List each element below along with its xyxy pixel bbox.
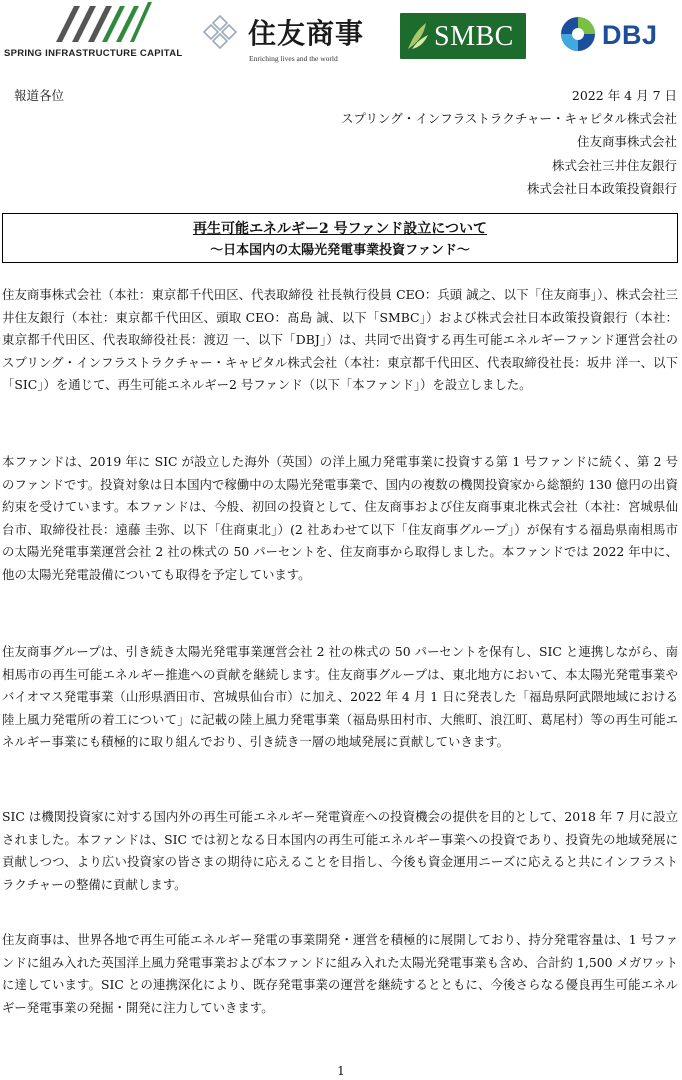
page-title: 再生可能エネルギー2 号ファンド設立について	[192, 221, 488, 237]
addressee: 報道各位	[14, 88, 65, 103]
dbj-logo-text: DBJ	[602, 20, 658, 50]
spring-logo-text: SPRING INFRASTRUCTURE CAPITAL	[4, 48, 183, 59]
paragraph-2: 本ファンドは、2019 年に SIC が設立した海外（英国）の洋上風力発電事業に投資する第 1 号ファンドに続く、第 2 号のファンドです。投資対象は日本国内で稼働中の太陽光発電事業で、国内の複数の機関投資家から総額約 130 億円の出資約束を受けています。本ファンドは、今般、初回の投資として、住友商事および住友商事東北株式会社（本社：宮城県仙台市、取締役社長：遠藤 圭弥、以下「住商東北」）(2 社あわせて以下「住友商事グループ」）が保有する福島県南相馬市の太陽光発電事業運営会社 2 社の株式の 50 パーセントを、住友商事から取得しました。本ファンドでは 2022 年中に、他の太陽光発電設備についても取得を予定しています。	[2, 454, 678, 582]
spring-infrastructure-capital-logo	[4, 2, 194, 64]
issuer-dbj: 株式会社日本政策投資銀行	[526, 181, 677, 196]
page-number: 1	[337, 1064, 345, 1078]
paragraph-5: 住友商事は、世界各地で再生可能エネルギー発電の事業開発・運営を積極的に展開しており、持分発電容量は、1 号ファンドに組み入れた英国洋上風力発電事業および本ファンドに組み入れた太陽光発電事業も含め、合計約 1,500 メガワットに達しています。SIC との連携深化により、既存発電事業の運営を継続するとともに、今後さらなる優良再生可能エネルギー発電事業の発掘・開発に注力していきます。	[2, 932, 678, 1015]
release-date: 2022 年 4 月 7 日	[571, 88, 677, 103]
dbj-logo	[560, 14, 670, 58]
issuer-sic: スプリング・インフラストラクチャー・キャピタル株式会社	[340, 111, 677, 126]
sumitomo-logo-name: 住友商事	[248, 17, 365, 50]
sumitomo-emblem-icon	[200, 14, 240, 50]
sumitomo-logo-tagline: Enriching lives and the world	[249, 54, 338, 63]
dbj-globe-icon	[560, 16, 596, 52]
paragraph-3: 住友商事グループは、引き続き太陽光発電事業運営会社 2 社の株式の 50 パーセントを保有し、SIC と連携しながら、南相馬市の再生可能エネルギー推進への貢献を継続します。住友商事グループは、東北地方において、本太陽光発電事業やバイオマス発電事業（山形県酒田市、宮城県仙台市）に加え、2022 年 4 月 1 日に発表した「福島県阿武隈地域における陸上風力発電所の着工について」に記載の陸上風力発電事業（福島県田村市、大熊町、浪江町、葛尾村）等の再生可能エネルギー事業にも積極的に取り組んでおり、引き続き一層の地域発展に貢献していきます。	[2, 644, 678, 749]
page-subtitle: ～日本国内の太陽光発電事業投資ファンド～	[210, 243, 470, 258]
smbc-emblem-icon	[406, 21, 430, 51]
smbc-logo-text: SMBC	[434, 21, 514, 52]
logo-bar	[0, 0, 682, 70]
issuer-sumitomo: 住友商事株式会社	[576, 134, 677, 149]
sumitomo-corporation-logo	[200, 4, 380, 64]
issuer-smbc: 株式会社三井住友銀行	[551, 158, 677, 173]
smbc-logo	[400, 13, 526, 59]
title-box	[2, 213, 678, 263]
paragraph-1: 住友商事株式会社（本社：東京都千代田区、代表取締役 社長執行役員 CEO：兵頭 誠之、以下「住友商事」）、株式会社三井住友銀行（本社：東京都千代田区、頭取 CEO：髙島 誠、以下「SMBC」）および株式会社日本政策投資銀行（本社：東京都千代田区、代表取締役社長：渡辺 一、以下「DBJ」）は、共同で出資する再生可能エネルギーファンド運営会社のスプリング・インフラストラクチャー・キャピタル株式会社（本社：東京都千代田区、代表取締役社長：坂井 洋一、以下「SIC」）を通じて、再生可能エネルギー2 号ファンド（以下「本ファンド」）を設立しました。	[2, 287, 678, 392]
paragraph-4: SIC は機関投資家に対する国内外の再生可能エネルギー発電資産への投資機会の提供を目的として、2018 年 7 月に設立されました。本ファンドは、SIC では初となる日本国内の再生可能エネルギー事業への投資であり、投資先の地域発展に貢献しつつ、より広い投資家の皆さまの期待に応えることを目指し、今後も資金運用ニーズに応えると共にインフラストラクチャーの整備に貢献します。	[2, 809, 678, 892]
spring-stripes-icon	[44, 2, 154, 44]
